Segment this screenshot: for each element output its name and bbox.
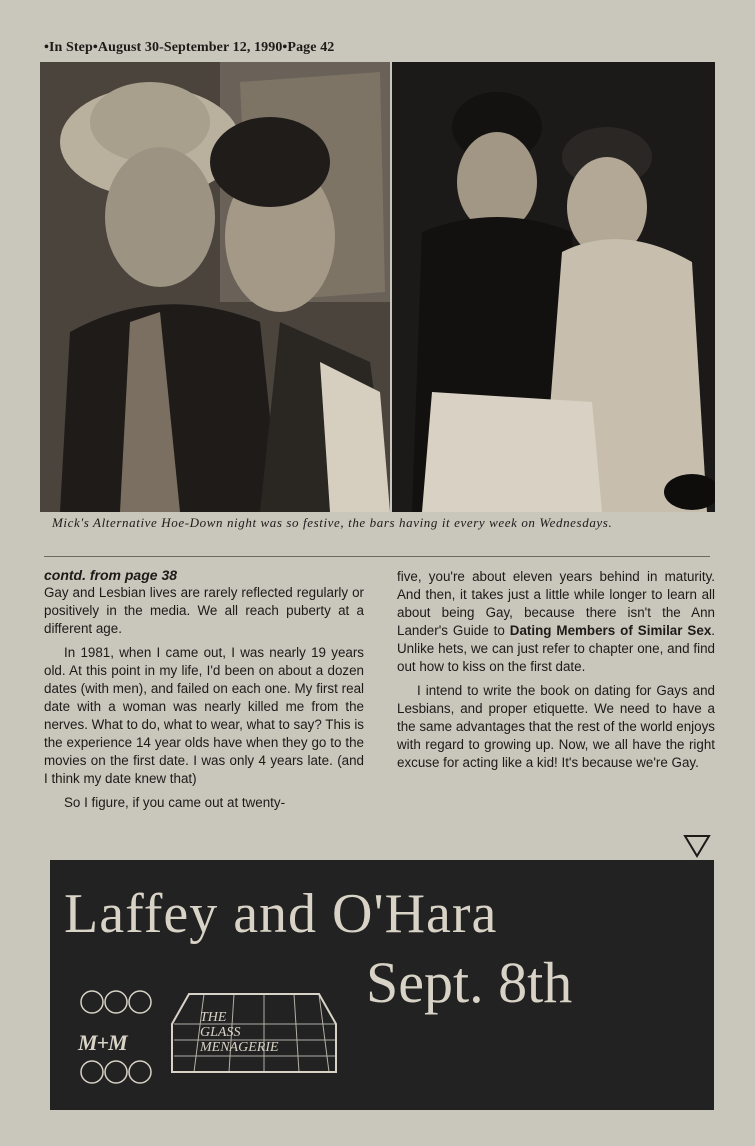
end-mark-icon [683,834,711,858]
article-paragraph: In 1981, when I came out, I was nearly 19 years old. At this point in my life, I'd been on about a dozen dates (with men), and failed on each one. My first real date with a woman was nearly killed me from the nerves. What to do, what to wear, what to say? This is the experience 14 year olds have when they go to the movies on the first date. I was only 4 years late. (and I think my date knew that) [44,645,364,786]
photo-right-image [392,62,715,512]
photo-left [40,62,390,512]
continued-label: contd. from page 38 [44,567,178,583]
photo-left-image [40,62,390,512]
logo-wordmark: THE GLASS MENAGERIE [200,1010,279,1055]
article-paragraph: Gay and Lesbian lives are rarely reflected regularly or positively in the media. We all reach puberty at a different age. [44,585,364,636]
article-paragraph: So I figure, if you came out at twenty- [64,795,286,810]
photo-right [392,62,715,512]
article-column-right [397,568,715,778]
ad-date: Sept. 8th [366,950,573,1015]
book-title-bold: Dating Members of Similar Sex [509,623,712,638]
article-paragraph: I intend to write the book on dating for Gays and Lesbians, and proper etiquette. We need to have a the same advantages that the rest of the world enjoys with regard to growing up. Now, we all have the right excuse for acting like a kid! It's because we're Gay. [397,683,715,770]
ad-title: Laffey and O'Hara [64,883,498,945]
logo-initials: M+M [78,1030,127,1055]
section-divider [44,556,710,557]
photo-caption: Mick's Alternative Hoe-Down night was so festive, the bars having it every week on Wednesdays. [52,515,613,530]
article-column-left [44,566,364,818]
advertisement [50,860,714,1110]
article-paragraph: five, you're about eleven years behind in maturity. And then, it takes just a little while longer to learn all about being Gay, because there isn't the Ann Lander's Guide to Dating Members of Similar Sex. Unlike hets, we can just refer to chapter one, and find out how to kiss on the first date. [397,569,715,674]
page-folio: •In Step•August 30-September 12, 1990•Page 42 [44,40,335,55]
